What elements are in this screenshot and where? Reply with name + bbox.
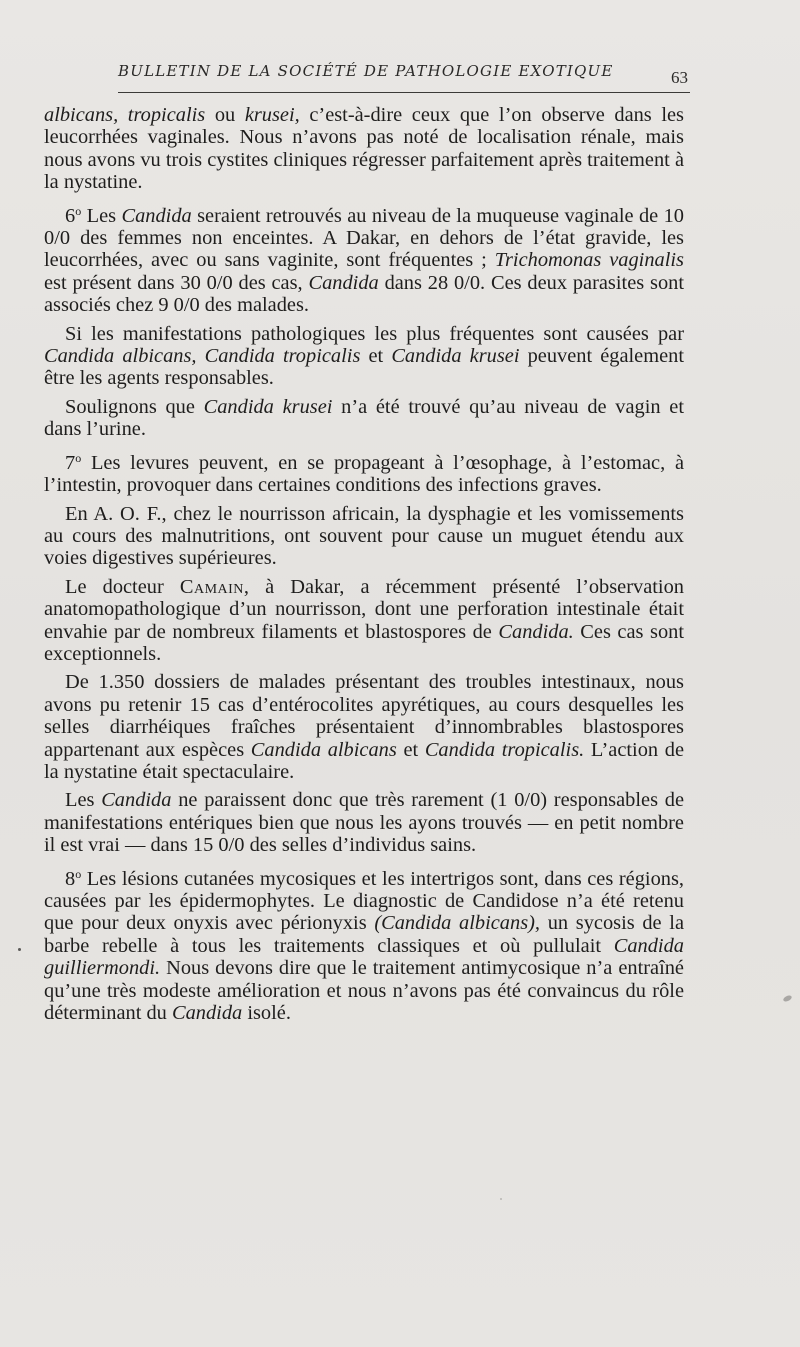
italic-run: Candida — [121, 204, 192, 227]
paragraph — [44, 576, 684, 666]
paragraph — [44, 863, 684, 1025]
ordinal-superscript: o — [75, 866, 82, 881]
page-number: 63 — [671, 68, 688, 87]
text-run: seraient retrouvés au niveau de la muqueuse vaginale de 10 0/0 des femmes non enceintes. A Dakar, en dehors de l’état gravide, les leucorrhées, avec ou sans vaginite, sont fréquentes ; — [44, 204, 685, 272]
text-run: et — [396, 738, 425, 761]
italic-run: Candida guilliermondi. — [44, 934, 684, 980]
text-run: En A. O. F., chez le nourrisson africain, la dysphagie et les vomissements au cours des malnutritions, ont souvent pour cause un muguet étendu aux voies digestives supérieures. — [44, 502, 684, 570]
italic-run: krusei, — [244, 104, 300, 126]
italic-run: Candida krusei — [203, 395, 333, 418]
text-run: n’a été trouvé qu’au niveau de vagin et dans l’urine. — [44, 395, 685, 441]
text-run: un sycosis de la barbe rebelle à tous les traitements classiques et où pullulait — [44, 912, 684, 957]
paragraph — [44, 200, 684, 317]
paper-speck — [782, 994, 792, 1002]
italic-run: Candida tropicalis. — [424, 738, 585, 761]
italic-run: Candida. — [498, 620, 574, 643]
text-run: Si les manifestations pathologiques les plus fréquentes sont causées par — [65, 322, 684, 345]
italic-run: Trichomonas vaginalis — [494, 249, 684, 272]
text-run: Les — [65, 789, 102, 812]
text-run: Les levures peuvent, en se propageant à l’œsophage, à l’estomac, à l’intestin, provoquer dans certaines conditions des infections graves. — [44, 451, 684, 497]
paragraph — [44, 396, 684, 441]
italic-run: (Candida albicans), — [374, 912, 541, 935]
text-run: Soulignons que — [65, 395, 204, 418]
paragraph — [44, 789, 684, 856]
text-run: , à Dakar, a récemment présenté l’observation anatomopathologique d’un nourrisson, dont une perforation intestinale était envahie par de nombreux filaments et blastospores de — [44, 575, 684, 643]
italic-run: Candida albicans, Candida tropicalis — [44, 345, 361, 368]
header-rule — [118, 92, 690, 93]
paper-speck — [18, 948, 21, 951]
article-body — [44, 104, 684, 1024]
text-run: ou — [205, 104, 245, 126]
journal-title: BULLETIN DE LA SOCIÉTÉ DE PATHOLOGIE EXOTIQUE — [118, 62, 614, 80]
text-run: et — [360, 345, 392, 368]
text-run: 8 — [65, 867, 76, 890]
text-run: isolé. — [242, 1002, 291, 1025]
text-run: Les lésions cutanées mycosiques et les intertrigos sont, dans ces régions, causées par les épidermophytes. Le diagnostic de Candidose n’a été retenu que pour deux onyxis avec périonyxis — [44, 867, 684, 935]
paper-speck — [500, 1198, 502, 1200]
text-run: 7 — [65, 451, 76, 474]
text-run: Nous devons dire que le traitement antimycosique n’a entraîné qu’une très modeste amélioration et nous n’avons pas été convaincus du rôle déterminant du — [44, 957, 684, 1025]
italic-run: Candida albicans — [250, 738, 397, 761]
ordinal-superscript: o — [75, 450, 82, 465]
text-run: est présent dans 30 0/0 des cas, — [44, 271, 309, 294]
text-run: Les — [81, 204, 122, 227]
text-run: L’action de la nystatine était spectaculaire. — [44, 738, 685, 783]
text-run: peuvent également être les agents responsables. — [44, 345, 685, 390]
paragraph — [44, 503, 684, 570]
italic-run: albicans, tropicalis — [44, 104, 206, 126]
text-run: Le docteur — [65, 575, 180, 598]
text-run: 6 — [65, 204, 76, 227]
paragraph — [44, 104, 684, 194]
italic-run: Candida — [101, 789, 172, 812]
italic-run: Candida — [308, 271, 379, 294]
text-run: Ces cas sont exceptionnels. — [44, 620, 685, 665]
text-run: De 1.350 dossiers de malades présentant des troubles intestinaux, nous avons pu retenir 15 cas d’entérocolites apyrétiques, au cours desquelles les selles diarrhéiques fraîches présentaient d’innombrables blastospores appartenant aux espèces — [44, 671, 684, 761]
italic-run: Candida krusei — [391, 345, 520, 368]
ordinal-superscript: o — [75, 203, 82, 218]
author-name: Camain — [179, 575, 244, 598]
text-run: ne paraissent donc que très rarement (1 0/0) responsables de manifestations entériques bien que nous les ayons trouvés — en petit nombre il est vrai — dans 15 0/0 des selles d’individus sains. — [44, 789, 684, 857]
paragraph — [44, 323, 684, 390]
italic-run: Candida — [171, 1002, 243, 1025]
running-header — [118, 62, 688, 86]
text-run: c’est-à-dire ceux que l’on observe dans les leucorrhées vaginales. Nous n’avons pas noté de localisation rénale, mais nous avons vu trois cystites cliniques régresser parfaitement après traitement à la nystatine. — [44, 104, 684, 194]
text-run: dans 28 0/0. Ces deux parasites sont associés chez 9 0/0 des malades. — [44, 271, 685, 317]
paragraph — [44, 447, 684, 497]
paragraph — [44, 671, 684, 783]
